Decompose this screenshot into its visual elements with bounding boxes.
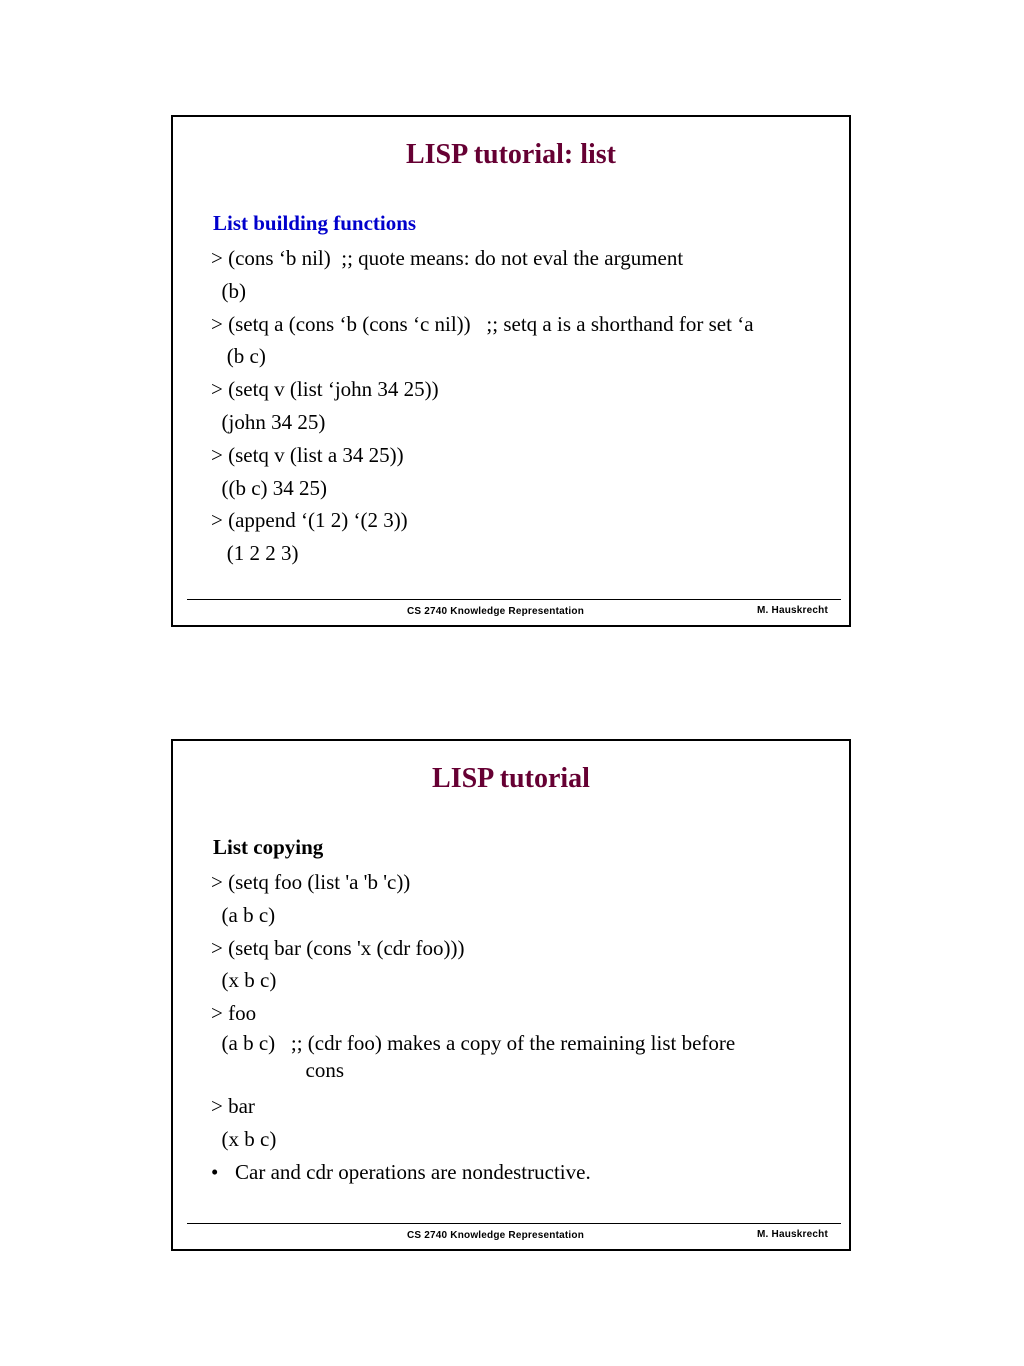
footer-course: CS 2740 Knowledge Representation	[407, 606, 585, 617]
code-line: > foo	[211, 1001, 257, 1026]
code-line: (b c)	[211, 344, 266, 369]
code-line: > bar	[211, 1093, 255, 1118]
code-line: (a b c)	[211, 902, 276, 927]
code-line: > (setq a (cons ‘b (cons ‘c nil)) ;; setq a is a shorthand for set ‘a	[211, 311, 754, 336]
code-line: (x b c)	[211, 968, 277, 993]
footer-divider	[187, 1223, 841, 1224]
bullet-item	[211, 1156, 829, 1189]
code-line: ((b c) 34 25)	[211, 475, 328, 500]
bullet-text: Car and cdr operations are nondestructive.	[235, 1159, 591, 1184]
code-line: cons	[211, 1057, 344, 1082]
bullet-icon: •	[211, 1159, 219, 1184]
code-listing	[211, 866, 829, 1188]
footer-divider	[187, 599, 841, 600]
footer-author: M. Hauskrecht	[757, 605, 828, 616]
slide-title: LISP tutorial: list	[405, 139, 616, 170]
code-line: (john 34 25)	[211, 409, 326, 434]
code-line: > (setq v (list a 34 25))	[211, 442, 404, 467]
section-heading: List building functions	[213, 211, 417, 235]
code-line: > (setq v (list ‘john 34 25))	[211, 377, 439, 402]
code-listing	[211, 242, 829, 570]
slide-title: LISP tutorial	[432, 763, 590, 794]
section-heading: List copying	[213, 835, 324, 859]
code-line: (x b c)	[211, 1126, 277, 1151]
code-line: > (setq foo (list 'a 'b 'c))	[211, 870, 411, 894]
slide-list-building	[171, 115, 851, 627]
footer-author: M. Hauskrecht	[757, 1229, 828, 1240]
code-line: (a b c) ;; (cdr foo) makes a copy of the remaining list before	[211, 1030, 736, 1055]
code-line: (1 2 2 3)	[211, 541, 299, 566]
code-line: > (setq bar (cons 'x (cdr foo)))	[211, 935, 465, 960]
footer-course: CS 2740 Knowledge Representation	[407, 1230, 585, 1241]
code-line: > (cons ‘b nil) ;; quote means: do not eval the argument	[211, 246, 684, 270]
code-line: > (append ‘(1 2) ‘(2 3))	[211, 508, 408, 533]
code-line: (b)	[211, 278, 246, 303]
slide-list-copying	[171, 739, 851, 1251]
